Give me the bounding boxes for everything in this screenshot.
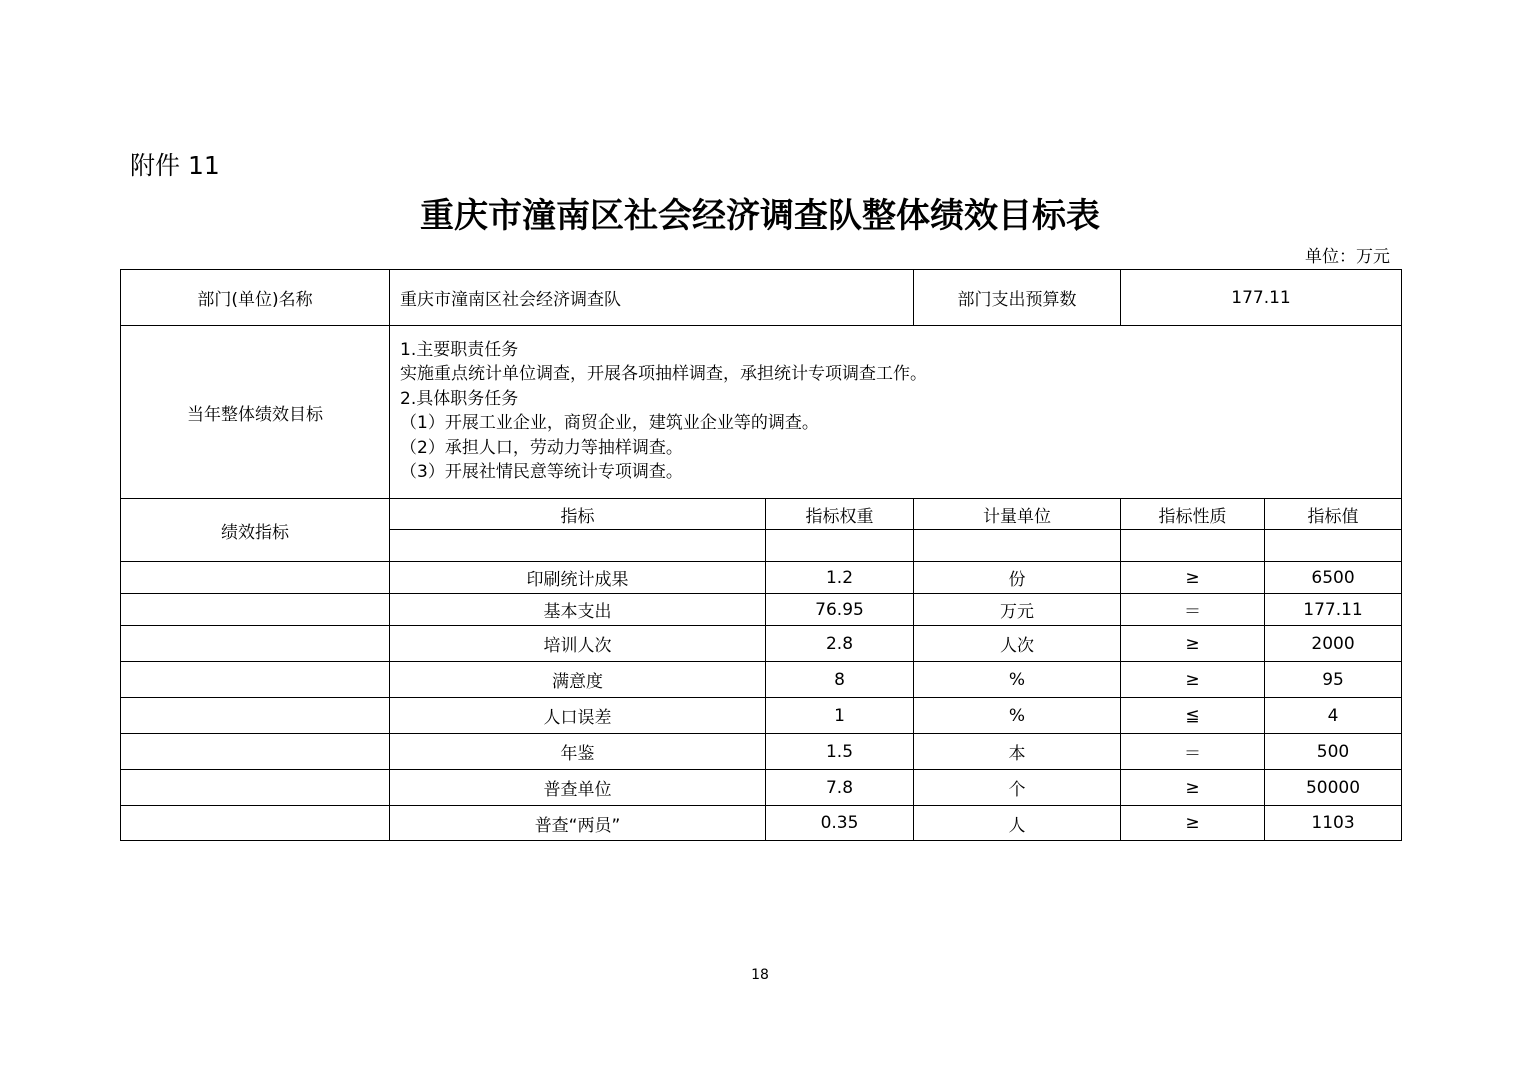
indicator-unit: 本 <box>914 734 1121 770</box>
indicator-value: 2000 <box>1265 626 1402 662</box>
table-row <box>121 734 1402 770</box>
indicator-nature: ≥ <box>1121 806 1265 841</box>
goal-row <box>121 326 1402 499</box>
goal-line: 2.具体职务任务 <box>400 388 519 409</box>
indicator-value: 177.11 <box>1265 594 1402 626</box>
page-title: 重庆市潼南区社会经济调查队整体绩效目标表 <box>420 196 1100 236</box>
indicator-unit: 人次 <box>914 626 1121 662</box>
indicator-name: 基本支出 <box>390 594 766 626</box>
indicator-section-label: 绩效指标 <box>121 499 390 562</box>
indicator-nature: ≥ <box>1121 562 1265 594</box>
indicator-name: 印刷统计成果 <box>390 562 766 594</box>
indicator-weight: 1.2 <box>766 562 914 594</box>
indicator-nature: ＝ <box>1121 734 1265 770</box>
table-row <box>121 770 1402 806</box>
indicator-name: 普查“两员” <box>390 806 766 841</box>
indicator-value: 95 <box>1265 662 1402 698</box>
indicator-value: 500 <box>1265 734 1402 770</box>
indicator-weight: 1.5 <box>766 734 914 770</box>
budget-label: 部门支出预算数 <box>914 270 1121 326</box>
indicator-header-row <box>121 499 1402 530</box>
table-row <box>121 562 1402 594</box>
indicator-unit: 个 <box>914 770 1121 806</box>
indicator-nature: ≥ <box>1121 626 1265 662</box>
dept-name-label: 部门(单位)名称 <box>121 270 390 326</box>
indicator-weight: 0.35 <box>766 806 914 841</box>
table-row <box>121 626 1402 662</box>
indicator-value: 50000 <box>1265 770 1402 806</box>
unit-note: 单位：万元 <box>1305 247 1390 267</box>
performance-table <box>120 269 1402 841</box>
budget-value: 177.11 <box>1121 270 1402 326</box>
goal-line: （1）开展工业企业，商贸企业，建筑业企业等的调查。 <box>400 413 819 433</box>
indicator-weight: 2.8 <box>766 626 914 662</box>
indicator-nature: ≥ <box>1121 770 1265 806</box>
indicator-value: 6500 <box>1265 562 1402 594</box>
header-weight: 指标权重 <box>766 499 914 530</box>
table-row <box>121 594 1402 626</box>
indicator-name: 培训人次 <box>390 626 766 662</box>
goal-content <box>390 326 1402 499</box>
indicator-name: 普查单位 <box>390 770 766 806</box>
header-value: 指标值 <box>1265 499 1402 530</box>
dept-row <box>121 270 1402 326</box>
indicator-unit: % <box>914 698 1121 734</box>
indicator-weight: 1 <box>766 698 914 734</box>
indicator-unit: 万元 <box>914 594 1121 626</box>
goal-line: 实施重点统计单位调查，开展各项抽样调查，承担统计专项调查工作。 <box>400 364 927 384</box>
indicator-nature: ≥ <box>1121 662 1265 698</box>
table-row <box>121 806 1402 841</box>
goal-line: （2）承担人口，劳动力等抽样调查。 <box>400 437 683 458</box>
indicator-name: 满意度 <box>390 662 766 698</box>
goal-label: 当年整体绩效目标 <box>121 326 390 499</box>
header-unit: 计量单位 <box>914 499 1121 530</box>
indicator-weight: 76.95 <box>766 594 914 626</box>
attachment-label: 附件 11 <box>130 151 220 180</box>
table-row <box>121 662 1402 698</box>
indicator-nature: ＝ <box>1121 594 1265 626</box>
goal-line: 1.主要职责任务 <box>400 339 519 360</box>
indicator-unit: % <box>914 662 1121 698</box>
indicator-value: 4 <box>1265 698 1402 734</box>
page-number: 18 <box>751 967 769 983</box>
indicator-value: 1103 <box>1265 806 1402 841</box>
indicator-weight: 8 <box>766 662 914 698</box>
indicator-unit: 人 <box>914 806 1121 841</box>
table-row <box>121 698 1402 734</box>
indicator-name: 人口误差 <box>390 698 766 734</box>
indicator-weight: 7.8 <box>766 770 914 806</box>
goal-line: （3）开展社情民意等统计专项调查。 <box>400 462 683 482</box>
header-nature: 指标性质 <box>1121 499 1265 530</box>
dept-name-value: 重庆市潼南区社会经济调查队 <box>390 270 914 326</box>
header-indicator: 指标 <box>390 499 766 530</box>
indicator-unit: 份 <box>914 562 1121 594</box>
indicator-nature: ≦ <box>1121 698 1265 734</box>
indicator-name: 年鉴 <box>390 734 766 770</box>
